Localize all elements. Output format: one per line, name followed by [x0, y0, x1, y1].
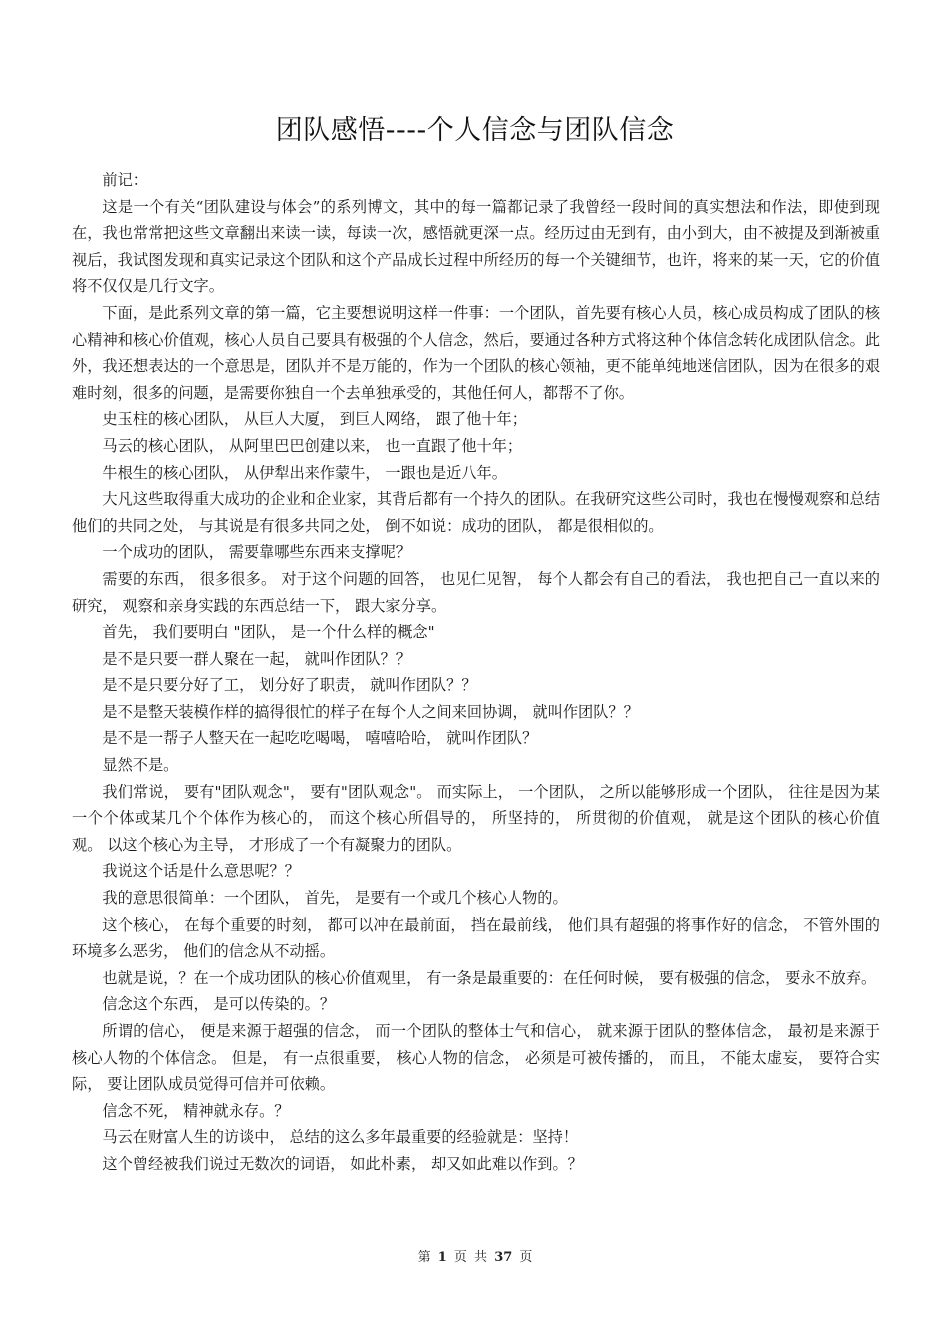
paragraph: 所谓的信心， 便是来源于超强的信念， 而一个团队的整体士气和信心， 就来源于团队的整体信念， 最初是来源于核心人物的个体信念。 但是， 有一点很重要， 核心人物的信念， 必须是可被传播的， 而且， 不能太虚妄， 要符合实际， 要让团队成员觉得可信并可依赖。: [72, 1022, 880, 1094]
document-title: 团队感悟----个人信念与团队信念: [275, 115, 675, 146]
paragraph: 这个核心， 在每个重要的时刻， 都可以冲在最前面， 挡在最前线， 他们具有超强的将事作好的信念， 不管外围的环境多么恶劣， 他们的信念从不动摇。: [72, 915, 880, 961]
footer-suffix: 页: [519, 1250, 533, 1265]
paragraph: 我的意思很简单：一个团队， 首先， 是要有一个或几个核心人物的。: [102, 889, 568, 908]
paragraph: 是不是只要分好了工， 划分好了职责， 就叫作团队？？: [102, 676, 477, 695]
total-pages: 37: [494, 1250, 513, 1265]
paragraph: 大凡这些取得重大成功的企业和企业家，其背后都有一个持久的团队。在我研究这些公司时，我也在慢慢观察和总结他们的共同之处， 与其说是有很多共同之处， 倒不如说：成功的团队， 都是很相似的。: [72, 490, 880, 535]
paragraph: 下面，是此系列文章的第一篇，它主要想说明这样一件事：一个团队，首先要有核心人员，核心成员构成了团队的核心精神和核心价值观，核心人员自己要具有极强的个人信念，然后，要通过各种方式将这种个体信念转化成团队信念。此外，我还想表达的一个意思是，团队并不是万能的，作为一个团队的核心领袖，更不能单纯地迷信团队，因为在很多的艰难时刻，很多的问题，是需要你独自一个去单独承受的，其他任何人，都帮不了你。: [72, 303, 880, 402]
paragraph: 是不是整天装模作样的搞得很忙的样子在每个人之间来回协调， 就叫作团队？？: [102, 702, 639, 721]
paragraph: 我们常说， 要有"团队观念"， 要有"团队观念"。 而实际上， 一个团队， 之所以能够形成一个团队， 往往是因为某一个个体或某几个个体作为核心的， 而这个核心所倡导的， 所坚持的， 所贯彻的价值观， 就是这个团队的核心价值观。 以这个核心为主导， 才形成了一个有凝聚力的团队。: [72, 782, 880, 854]
paragraph: 马云的核心团队， 从阿里巴巴创建以来， 也一直跟了他十年；: [102, 436, 523, 455]
paragraph: 信念不死， 精神就永存。？: [102, 1101, 290, 1120]
paragraph: 史玉柱的核心团队， 从巨人大厦， 到巨人网络， 跟了他十年；: [102, 410, 527, 429]
paragraph: 是不是一帮子人整天在一起吃吃喝喝， 嘻嘻哈哈， 就叫作团队？: [102, 729, 538, 748]
paragraph: 是不是只要一群人聚在一起， 就叫作团队？？: [102, 649, 411, 668]
paragraph: 这个曾经被我们说过无数次的词语， 如此朴素， 却又如此难以作到。？: [102, 1154, 583, 1173]
paragraph: 需要的东西， 很多很多。 对于这个问题的回答， 也见仁见智， 每个人都会有自己的看法， 我也把自己一直以来的研究， 观察和亲身实践的东西总结一下， 跟大家分享。: [72, 569, 880, 615]
paragraph: 牛根生的核心团队， 从伊犁出来作蒙牛， 一跟也是近八年。: [102, 463, 507, 482]
paragraph: 也就是说，？在一个成功团队的核心价值观里， 有一条是最重要的：在任何时候， 要有极强的信念， 要永不放弃。: [102, 968, 877, 987]
page-number: 1: [437, 1250, 447, 1265]
paragraph: 我说这个话是什么意思呢？？: [102, 862, 300, 881]
paragraph: 首先， 我们要明白 "团队， 是一个什么样的概念": [102, 623, 435, 642]
page-footer: [0, 1248, 950, 1268]
paragraph: 这是一个有关“团队建设与体会”的系列博文，其中的每一篇都记录了我曾经一段时间的真实想法和作法，即使到现在，我也常常把这些文章翻出来读一读，每读一次，感悟就更深一点。经历过由无到有，由小到大，由不被提及到渐被重视后，我试图发现和真实记录这个团队和这个产品成长过程中所经历的每一个关键细节，也许，将来的某一天，它的价值将不仅仅是几行文字。: [72, 197, 880, 296]
paragraph: 前记：: [102, 171, 148, 189]
paragraph: 信念这个东西， 是可以传染的。？: [102, 995, 336, 1014]
paragraph: 一个成功的团队， 需要靠哪些东西来支撑呢？: [102, 543, 411, 562]
footer-middle: 页 共: [453, 1250, 488, 1265]
paragraph: 马云在财富人生的访谈中， 总结的这么多年最重要的经验就是：坚持！: [102, 1128, 579, 1147]
document-body: [72, 167, 880, 1178]
paragraph: 显然不是。: [102, 756, 179, 775]
footer-prefix: 第: [417, 1250, 431, 1265]
